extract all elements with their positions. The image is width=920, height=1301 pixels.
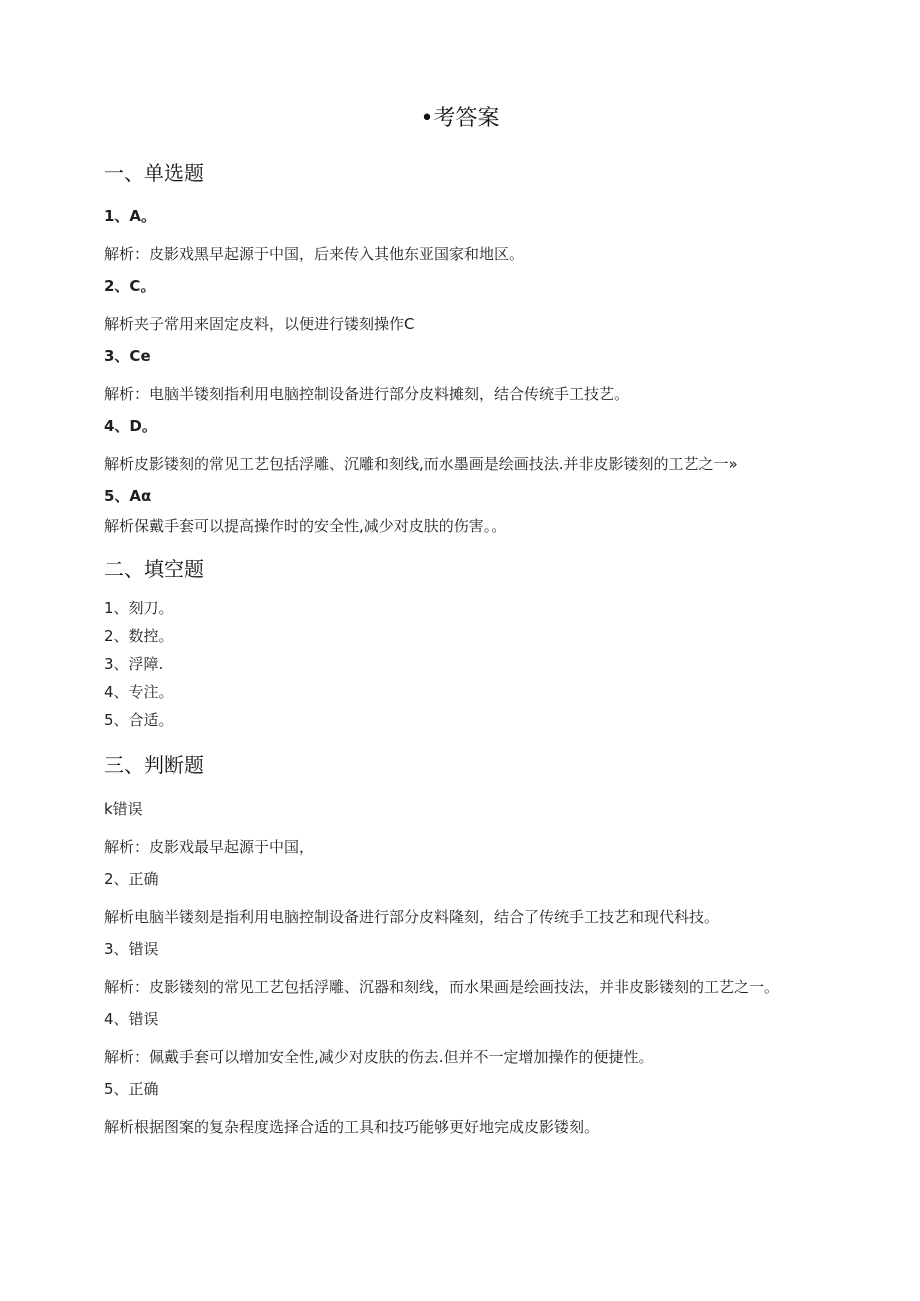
fill-blank-answer-4: 4、专注。 — [104, 683, 174, 701]
true-false-explanation-1: 解析：皮影戏最早起源于中国， — [104, 838, 315, 856]
true-false-answer-2: 2、正确 — [104, 870, 159, 888]
single-choice-explanation-3: 解析：电脑半镂刻指利用电脑控制设备进行部分皮料摊刻，结合传统手工技艺。 — [104, 385, 630, 403]
single-choice-answer-4: 4、D。 — [104, 417, 157, 435]
true-false-answer-4: 4、错误 — [104, 1010, 159, 1028]
single-choice-answer-3: 3、Ce — [104, 347, 151, 365]
single-choice-explanation-1: 解析：皮影戏黑早起源于中国，后来传入其他东亚国家和地区。 — [104, 245, 525, 263]
fill-blank-answer-3: 3、浮障. — [104, 655, 164, 673]
true-false-explanation-2: 解析电脑半镂刻是指利用电脑控制设备进行部分皮料隆刻，结合了传统手工技艺和现代科技。 — [104, 908, 720, 926]
single-choice-answer-5: 5、Aα — [104, 487, 152, 505]
fill-blank-answer-5: 5、合适。 — [104, 711, 174, 729]
single-choice-explanation-2: 解析夹子常用来固定皮料，以便进行镂刻操作C — [104, 315, 415, 333]
true-false-answer-3: 3、错误 — [104, 940, 159, 958]
single-choice-explanation-4: 解析皮影镂刻的常见工艺包括浮雕、沉雕和刻线,而水墨画是绘画技法.并非皮影镂刻的工艺之一» — [104, 455, 738, 473]
true-false-answer-1: k错误 — [104, 800, 143, 818]
fill-blank-answer-2: 2、数控。 — [104, 627, 174, 645]
section-heading-single-choice: 一、单选题 — [104, 161, 204, 185]
fill-blank-answer-1: 1、刻刀。 — [104, 599, 174, 617]
single-choice-answer-1: 1、A。 — [104, 207, 157, 225]
section-heading-fill-blank: 二、填空题 — [104, 557, 204, 581]
section-heading-true-false: 三、判断题 — [104, 753, 204, 777]
true-false-explanation-5: 解析根据图案的复杂程度选择合适的工具和技巧能够更好地完成皮影镂刻。 — [104, 1118, 600, 1136]
true-false-answer-5: 5、正确 — [104, 1080, 159, 1098]
page-title: •考答案 — [420, 106, 500, 131]
single-choice-explanation-5: 解析保戴手套可以提高操作时的安全性,减少对皮肤的伤害。。 — [104, 517, 507, 535]
single-choice-answer-2: 2、C。 — [104, 277, 156, 295]
true-false-explanation-3: 解析：皮影镂刻的常见工艺包括浮雕、沉器和刻线，而水果画是绘画技法，并非皮影镂刻的工艺之一。 — [104, 978, 780, 996]
true-false-explanation-4: 解析：佩戴手套可以增加安全性,减少对皮肤的伤去.但并不一定增加操作的便捷性。 — [104, 1048, 654, 1066]
